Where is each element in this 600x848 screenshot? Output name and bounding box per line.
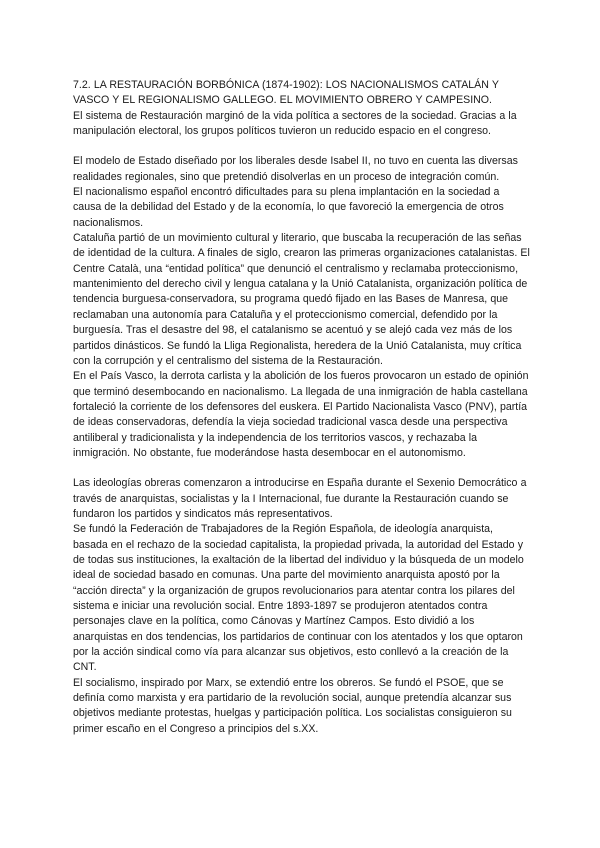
- paragraph: El nacionalismo español encontró dificultades para su plena implantación en la sociedad a causa de la debilidad del Estado y de la economía, lo que favoreció la emergencia de otros nacionalismos.: [73, 186, 504, 229]
- paragraph: En el País Vasco, la derrota carlista y la abolición de los fueros provocaron un estado de opinión que terminó desembocando en nacionalismo. La llegada de una inmigración de habla castellana fortaleció la corriente de los defensores del euskera. El Partido Nacionalista Vasco (PNV), partía de ideas conservadoras, defendía la vieja sociedad tradicional vasca desde una perspectiva antiliberal y tradicionalista y la independencia de los territorios vascos, y rechazaba la inmigración. No obstante, fue moderándose hasta desembocar en el autonomismo.: [73, 370, 529, 459]
- section-intro: [73, 78, 530, 139]
- paragraph: Cataluña partió de un movimiento cultural y literario, que buscaba la recuperación de las señas de identidad de la cultura. A finales de siglo, crearon las primeras organizaciones catalanistas. El Centre Català, una “entidad política” que denunció el centralismo y reclamaba proteccionismo, mantenimiento del derecho civil y lengua catalana y la Unió Catalanista, organización política de tendencia burguesa-conservadora, su programa quedó fijado en las Bases de Manresa, que reclamaban una autonomía para Cataluña y el proteccionismo comercial, defendido por la burguesía. Tras el desastre del 98, el catalanismo se acentuó y se alejó cada vez más de los partidos dinásticos. Se fundó la Lliga Regionalista, heredera de la Unió Catalanista, muy crítica con la corrupción y el centralismo del sistema de la Restauración.: [73, 232, 530, 367]
- intro-paragraph: El sistema de Restauración marginó de la vida política a sectores de la sociedad. Gracias a la manipulación electoral, los grupos políticos tuvieron un reducido espacio en el congreso.: [73, 109, 517, 138]
- paragraph: Las ideologías obreras comenzaron a introducirse en España durante el Sexenio Democrático a través de anarquistas, socialistas y la I Internacional, fue durante la Restauración cuando se fundaron los partidos y sindicatos más representativos.: [73, 477, 527, 520]
- paragraph: Se fundó la Federación de Trabajadores de la Región Española, de ideología anarquista, basada en el rechazo de la sociedad capitalista, la propiedad privada, la autoridad del Estado y de todas sus instituciones, la exaltación de la libertad del individuo y la búsqueda de un modelo ideal de sociedad basado en comunas. Una parte del movimiento anarquista apostó por la “acción directa” y la organización de grupos revolucionarios para atentar contra los pilares del sistema e iniciar una revolución social. Entre 1893-1897 se produjeron atentados contra personajes clave en la política, como Cánovas y Martínez Campos. Esto dividió a los anarquistas en dos tendencias, los partidarios de continuar con los atentados y los que optaron por la acción sindical como vía para alcanzar sus objetivos, esto conllevó a la creación de la CNT.: [73, 523, 524, 674]
- document-title: 7.2. LA RESTAURACIÓN BORBÓNICA (1874-1902): LOS NACIONALISMOS CATALÁN Y VASCO Y EL REGIONALISMO GALLEGO. EL MOVIMIENTO OBRERO Y CAMPESINO.: [73, 79, 499, 107]
- paragraph: El socialismo, inspirado por Marx, se extendió entre los obreros. Se fundó el PSOE, que se definía como marxista y era partidario de la revolución social, aunque pretendía alcanzar sus objetivos mediante protestas, huelgas y participación política. Los socialistas consiguieron su primer escaño en el Congreso a principios del s.XX.: [73, 676, 512, 735]
- section-nationalism: [73, 154, 530, 461]
- paragraph: El modelo de Estado diseñado por los liberales desde Isabel II, no tuvo en cuenta las diversas realidades regionales, sino que pretendió disolverlas en un proceso de integración común.: [73, 155, 518, 183]
- section-labor-movement: [73, 476, 530, 737]
